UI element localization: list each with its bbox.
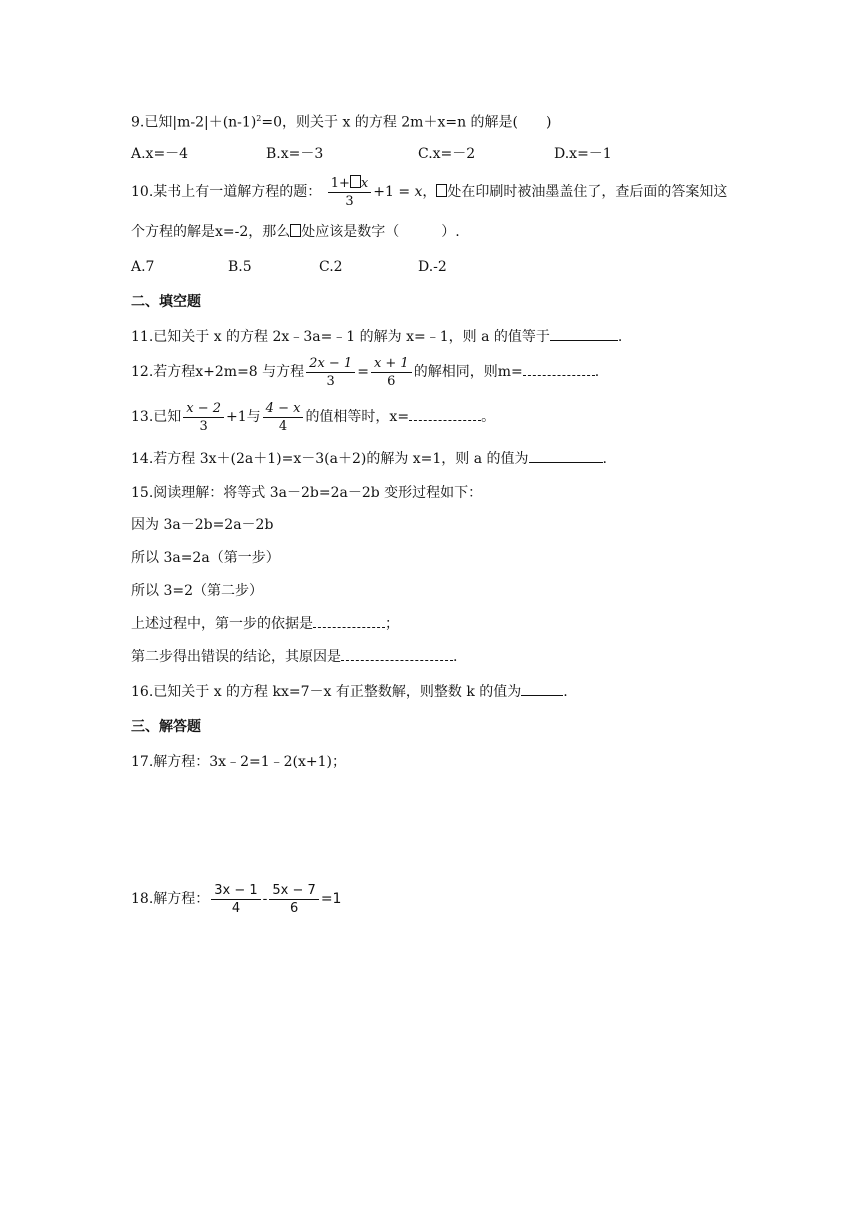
q12-suffix: 的解相同，则m= — [413, 364, 523, 380]
q14-text: 14.若方程 3x＋(2a＋1)=x－3(a＋2)的解为 x=1，则 a 的值为 — [131, 451, 529, 467]
q10-eq-tail: +1 = — [373, 184, 415, 200]
q14-end: . — [602, 451, 607, 467]
answer-blank[interactable] — [409, 406, 481, 421]
q9-superscript: 2 — [256, 114, 262, 123]
q10-eq-x: x — [414, 184, 423, 200]
question-12 — [131, 352, 599, 392]
question-13 — [131, 397, 495, 437]
q18-f2-num: 5x − 7 — [269, 882, 318, 900]
q12-f2-num: x + 1 — [371, 355, 412, 373]
q10-prefix: 10.某书上有一道解方程的题： — [131, 184, 322, 200]
q9-text-b: =0，则关于 x 的方程 2m＋x=n 的解是( ) — [261, 114, 552, 131]
q16-text: 16.已知关于 x 的方程 kx=7－x 有正整数解，则整数 k 的值为 — [131, 684, 522, 700]
answer-blank[interactable] — [521, 681, 563, 696]
question-18 — [131, 877, 341, 921]
q12-fraction-2 — [371, 355, 412, 390]
q18-fraction-2 — [269, 882, 318, 917]
q13-prefix: 13.已知 — [131, 409, 182, 425]
answer-blank[interactable] — [313, 613, 385, 628]
q11-text: 11.已知关于 x 的方程 2x﹣3a=﹣1 的解为 x=﹣1，则 a 的值等于 — [131, 329, 550, 345]
section-2-heading: 二、填空题 — [131, 294, 201, 310]
q10-option-b: B.5 — [228, 259, 252, 275]
q12-equals: = — [357, 364, 369, 380]
q10-option-d: D.-2 — [418, 259, 447, 275]
ink-blot-box — [436, 184, 447, 197]
q18-minus: - — [262, 891, 268, 907]
q10-line2-b: 处应该是数字（ ）. — [301, 224, 460, 240]
q18-fraction-1 — [211, 882, 260, 917]
q15-l5-end: ； — [385, 616, 399, 632]
q9-option-b: B.x=－3 — [266, 146, 324, 162]
q15-l6-end: . — [453, 649, 458, 665]
question-15-line-5 — [131, 613, 399, 635]
q18-prefix: 18.解方程： — [131, 891, 210, 907]
question-14 — [131, 448, 607, 470]
q12-prefix: 12.若方程x+2m=8 与方程 — [131, 364, 305, 380]
q9-option-c: C.x=－2 — [418, 146, 476, 162]
q10-option-a: A.7 — [131, 259, 155, 275]
question-15-line-2: 因为 3a－2b=2a－2b — [131, 517, 274, 533]
q9-option-a: A.x=－4 — [131, 146, 189, 162]
q13-fraction-1 — [183, 400, 224, 435]
q10-equation-fraction — [328, 175, 372, 210]
answer-blank[interactable] — [341, 646, 453, 661]
q12-fraction-1 — [306, 355, 355, 390]
question-15-line-6 — [131, 646, 457, 668]
question-10-line-1 — [131, 170, 727, 214]
q13-end: 。 — [481, 409, 496, 425]
q10-frac-den: 3 — [345, 193, 354, 209]
question-15-line-4: 所以 3=2（第二步） — [131, 583, 263, 599]
answer-blank[interactable] — [550, 326, 618, 341]
q15-l5-text: 上述过程中，第一步的依据是 — [131, 616, 313, 632]
section-3-heading: 三、解答题 — [131, 719, 201, 735]
answer-blank[interactable] — [529, 448, 603, 463]
q13-fraction-2 — [263, 400, 304, 435]
q10-frac-num-a: 1+ — [330, 175, 350, 191]
q15-l6-text: 第二步得出错误的结论，其原因是 — [131, 649, 341, 665]
q12-end: . — [594, 364, 600, 380]
q13-mid: +1与 — [226, 409, 261, 425]
q10-option-c: C.2 — [319, 259, 343, 275]
question-15-line-1: 15.阅读理解：将等式 3a－2b=2a－2b 变形过程如下： — [131, 485, 483, 501]
q9-option-d: D.x=－1 — [554, 146, 612, 162]
q18-f1-num: 3x − 1 — [211, 882, 260, 900]
question-17: 17.解方程：3x﹣2=1﹣2(x+1)； — [131, 754, 346, 770]
q18-f1-den: 4 — [231, 900, 241, 916]
q10-text-after: 处在印刷时被油墨盖住了，查后面的答案知这 — [447, 184, 728, 200]
q13-f2-num: 4 − x — [263, 400, 304, 418]
answer-blank[interactable] — [523, 361, 595, 376]
q13-f1-den: 3 — [199, 418, 208, 434]
ink-blot-box — [350, 175, 361, 188]
q12-f1-num: 2x − 1 — [306, 355, 355, 373]
q12-f1-den: 3 — [326, 373, 335, 389]
q10-comma: ， — [422, 184, 437, 200]
q18-equals: =1 — [320, 891, 342, 907]
q13-suffix: 的值相等时，x= — [305, 409, 410, 425]
question-15-line-3: 所以 3a=2a（第一步） — [131, 550, 280, 566]
question-9 — [131, 108, 551, 134]
q10-line2-a: 个方程的解是x=-2，那么 — [131, 224, 291, 240]
q11-end: . — [617, 329, 623, 345]
q18-f2-den: 6 — [289, 900, 299, 916]
q13-f1-num: x − 2 — [183, 400, 224, 418]
question-11 — [131, 326, 622, 348]
q16-end: . — [563, 684, 568, 700]
q10-frac-num-b: x — [360, 175, 369, 191]
q13-f2-den: 4 — [278, 418, 288, 434]
question-16 — [131, 681, 568, 703]
ink-blot-box — [290, 224, 301, 237]
q9-text-a: 9.已知|m-2|＋(n-1) — [131, 114, 257, 131]
q12-f2-den: 6 — [387, 373, 396, 389]
question-10-line-2 — [131, 221, 460, 243]
